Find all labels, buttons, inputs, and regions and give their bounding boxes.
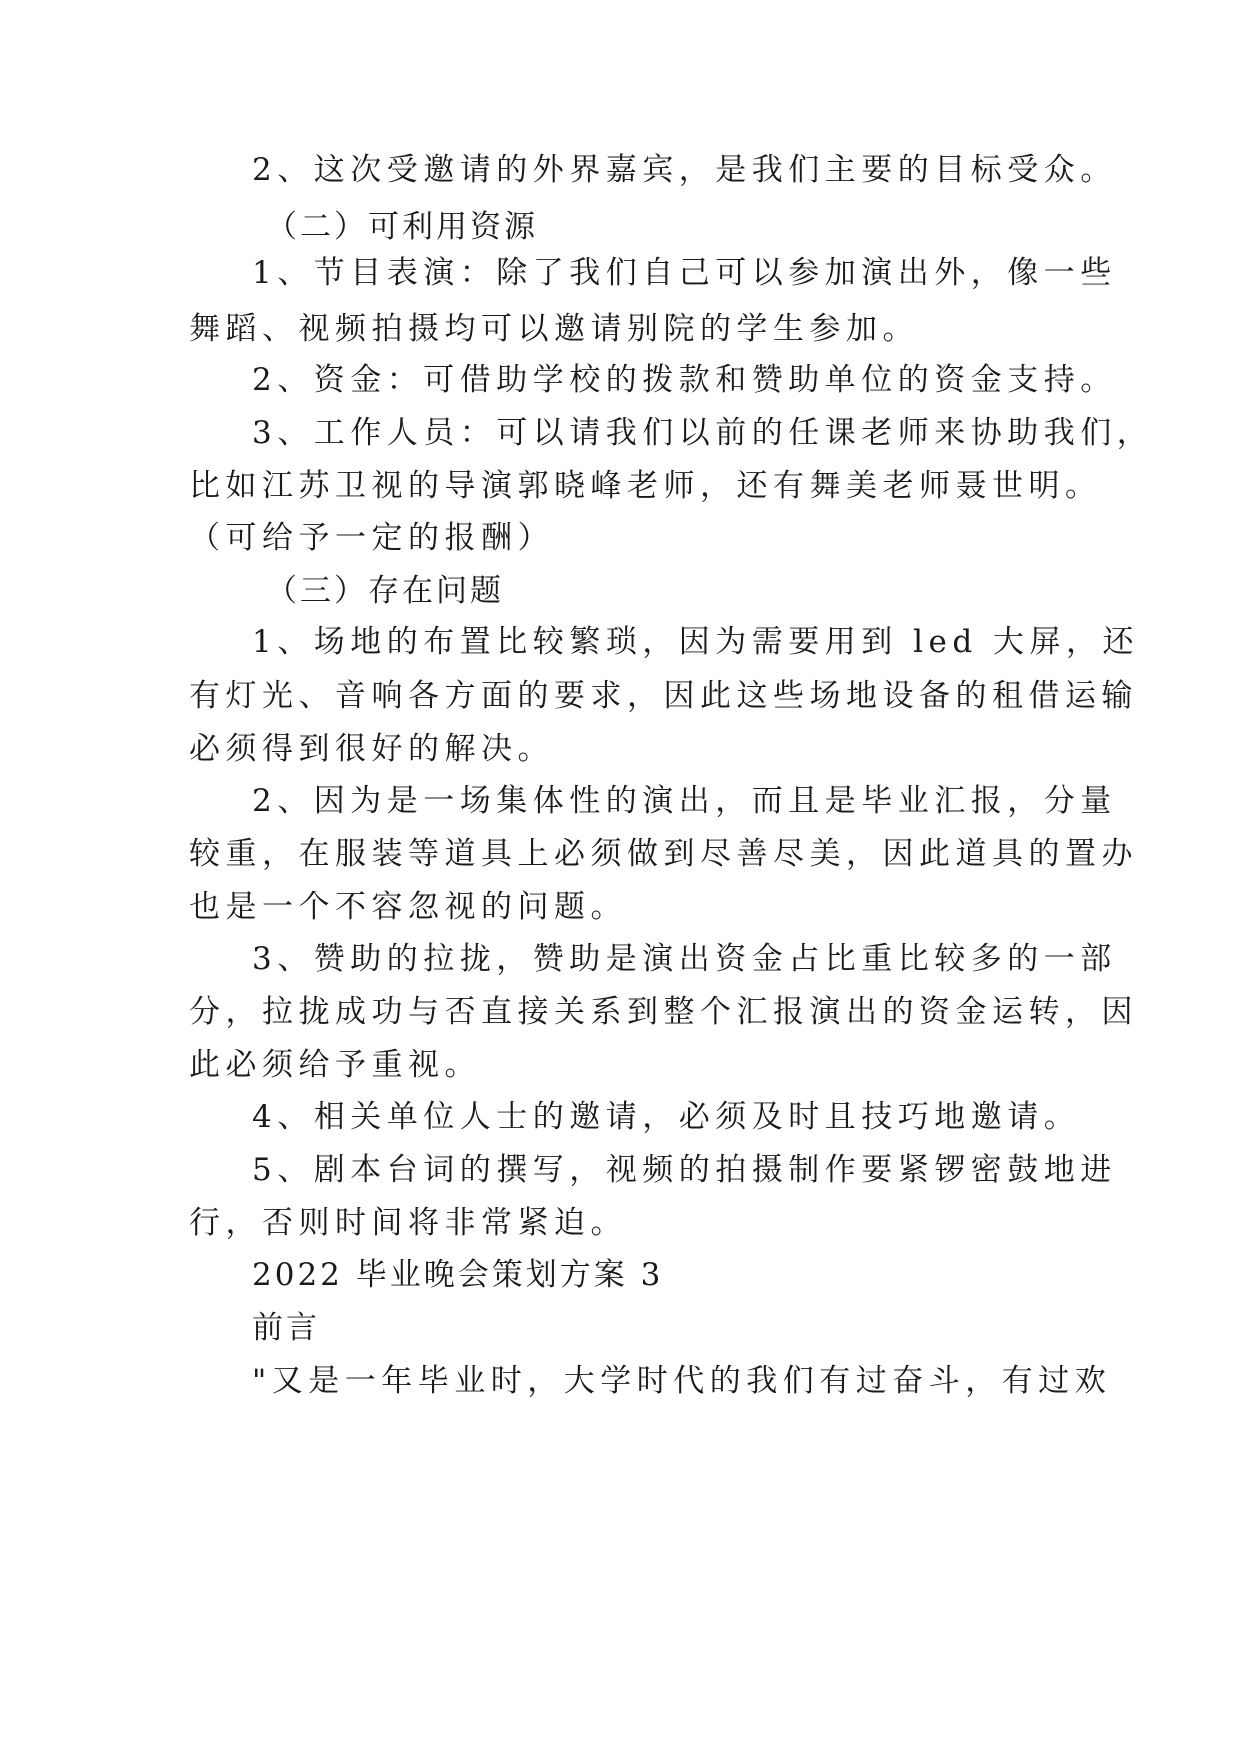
paragraph-script-line1: 5、剧本台词的撰写，视频的拍摄制作要紧锣密鼓地进 bbox=[252, 1152, 1117, 1188]
paragraph-staff-line2: 比如江苏卫视的导演郭晓峰老师，还有舞美老师聂世明。 bbox=[189, 468, 1102, 504]
paragraph-staff-line3: （可给予一定的报酬） bbox=[189, 520, 554, 556]
plan-title: 2022 毕业晚会策划方案 3 bbox=[252, 1257, 664, 1293]
paragraph-sponsor-line3: 此必须给予重视。 bbox=[189, 1047, 481, 1083]
paragraph-sponsor-line1: 3、赞助的拉拢，赞助是演出资金占比重比较多的一部 bbox=[252, 941, 1117, 977]
preface-heading: 前言 bbox=[252, 1310, 320, 1346]
paragraph-funding: 2、资金：可借助学校的拨款和赞助单位的资金支持。 bbox=[252, 362, 1117, 398]
paragraph-guests: 2、这次受邀请的外界嘉宾，是我们主要的目标受众。 bbox=[252, 152, 1117, 188]
paragraph-costume-line3: 也是一个不容忽视的问题。 bbox=[189, 889, 627, 925]
paragraph-script-line2: 行，否则时间将非常紧迫。 bbox=[189, 1205, 627, 1241]
paragraph-invitation: 4、相关单位人士的邀请，必须及时且技巧地邀请。 bbox=[252, 1099, 1081, 1135]
paragraph-costume-line2: 较重，在服装等道具上必须做到尽善尽美，因此道具的置办 bbox=[189, 836, 1138, 872]
section-heading-resources: （二）可利用资源 bbox=[266, 209, 538, 245]
paragraph-sponsor-line2: 分，拉拢成功与否直接关系到整个汇报演出的资金运转，因 bbox=[189, 994, 1138, 1030]
section-heading-problems: （三）存在问题 bbox=[266, 573, 504, 609]
paragraph-performance-line1: 1、节目表演：除了我们自己可以参加演出外，像一些 bbox=[252, 255, 1117, 291]
paragraph-venue-line3: 必须得到很好的解决。 bbox=[189, 731, 554, 767]
paragraph-costume-line1: 2、因为是一场集体性的演出，而且是毕业汇报，分量 bbox=[252, 783, 1117, 819]
paragraph-staff-line1: 3、工作人员：可以请我们以前的任课老师来协助我们， bbox=[252, 415, 1154, 451]
paragraph-performance-line2: 舞蹈、视频拍摄均可以邀请别院的学生参加。 bbox=[189, 311, 919, 347]
paragraph-venue-line2: 有灯光、音响各方面的要求，因此这些场地设备的租借运输 bbox=[189, 678, 1138, 714]
paragraph-venue-line1: 1、场地的布置比较繁琐，因为需要用到 led 大屏，还 bbox=[252, 624, 1140, 660]
preface-paragraph-line1: "又是一年毕业时，大学时代的我们有过奋斗，有过欢 bbox=[252, 1363, 1112, 1399]
